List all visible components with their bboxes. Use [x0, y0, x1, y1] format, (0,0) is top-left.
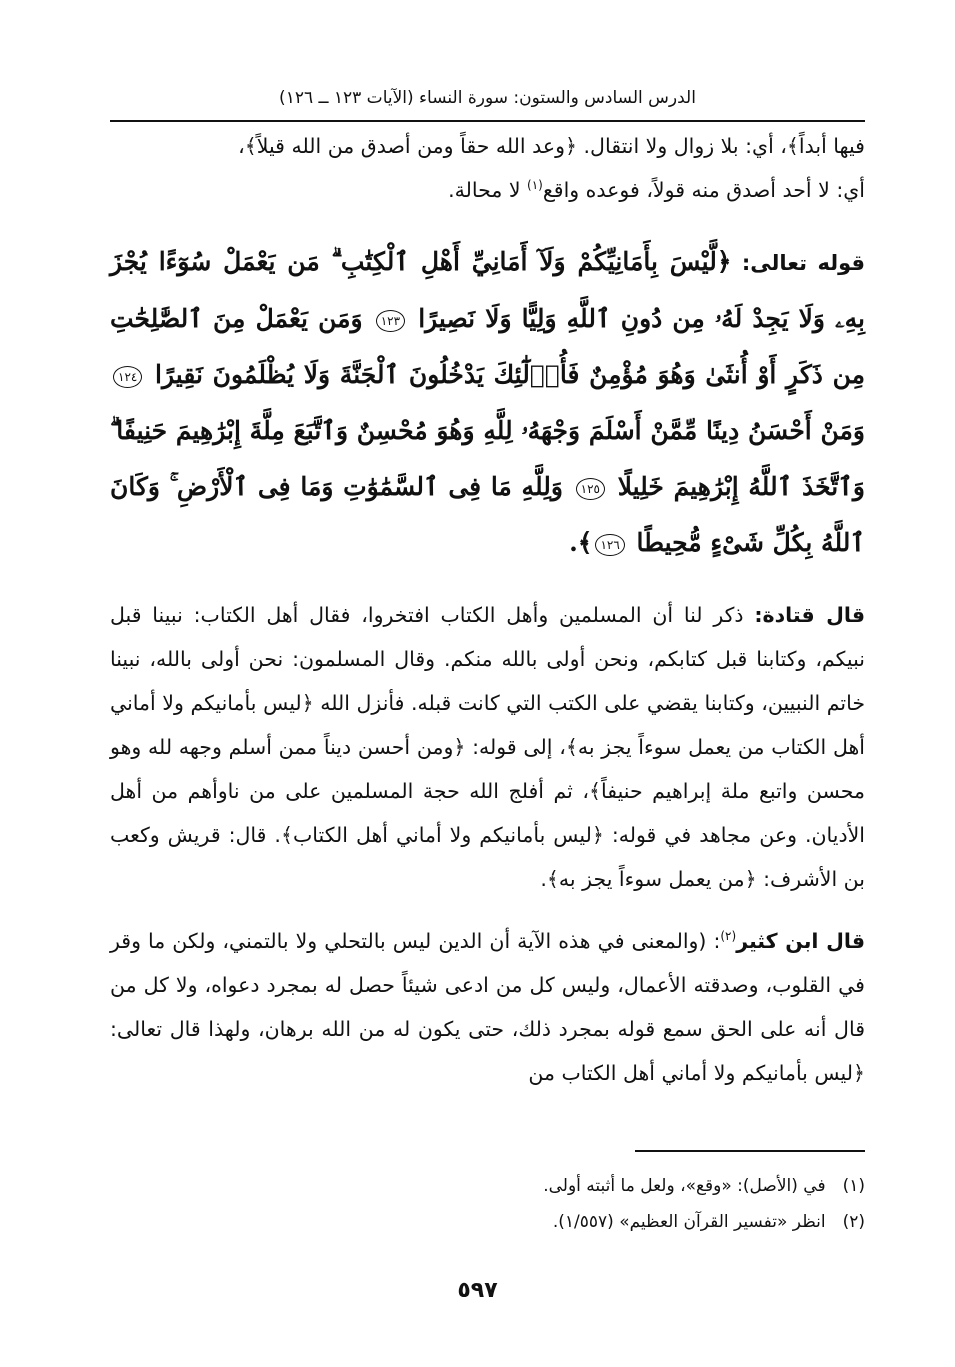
header-rule: [110, 120, 865, 122]
ayah-marker-125: ١٢٥: [576, 478, 605, 500]
footnote-number: (١): [842, 1176, 865, 1196]
qatada-text: ذكر لنا أن المسلمين وأهل الكتاب افتخروا، فقال أهل الكتاب: نبينا قبل نبيكم، وكتابنا قبل كتابكم، ونحن أولى بالله منكم. وقال المسلمون: نحن أولى بالله، نبينا خاتم النبيين، وكتابنا يقضي على الكتب التي كانت قبله. فأنزل الله ﴿ليس بأمانيكم ولا أماني أهل الكتاب من يعمل سوءاً يجز به﴾، إلى قوله: ﴿ومن أحسن ديناً ممن أسلم وجهه لله وهو محسن واتبع ملة إبراهيم حنيفاً﴾، ثم أفلج الله حجة المسلمين على من ناوأهم من أهل الأديان. وعن مجاهد في قوله: ﴿ليس بأمانيكم ولا أماني أهل الكتاب﴾. قال: قريش وكعب بن الأشرف: ﴿من يعمل سوءاً يجز به﴾.: [110, 603, 865, 891]
footnote-ref-1: (١): [527, 178, 543, 193]
ayah-marker-123: ١٢٣: [376, 310, 405, 332]
footnote-item: [110, 1168, 865, 1204]
page-number: ٥٩٧: [457, 1278, 498, 1303]
verse-end: ﴾.: [569, 528, 593, 557]
verse-125: وَمَنْ أَحْسَنُ دِينًا مِّمَّنْ أَسْلَمَ وَجْهَهُۥ لِلَّهِ وَهُوَ مُحْسِنٌ وَٱتَّبَعَ مِلَّةَ إِبْرَٰهِيمَ حَنِيفًا ۗ وَٱتَّخَذَ ٱللَّهُ إِبْرَٰهِيمَ خَلِيلًا: [110, 416, 865, 501]
ayah-marker-124: ١٢٤: [113, 366, 142, 388]
footnotes: [110, 1168, 865, 1240]
ibn-kathir-text: : (والمعنى في هذه الآية أن الدين ليس بالتحلي ولا بالتمني، ولكن ما وقر في القلوب، وصدقته الأعمال، وليس كل من ادعى شيئاً حصل له بمجرد دعواه، ولا كل من قال أنه على الحق سمع قوله بمجرد ذلك، حتى يكون له من الله برهان، ولهذا قال تعالى: ﴿ليس بأمانيكم ولا أماني أهل الكتاب من: [110, 929, 865, 1085]
ibn-kathir-paragraph: [110, 919, 865, 1095]
verse-124: وَمَن يَعْمَلْ مِنَ ٱلصَّٰلِحَٰتِ مِن ذَكَرٍ أَوْ أُنثَىٰ وَهُوَ مُؤْمِنٌ فَأُو۟لَٰٓئِكَ يَدْخُلُونَ ٱلْجَنَّةَ وَلَا يُظْلَمُونَ نَقِيرًا: [110, 304, 865, 389]
intro-line-2-end: لا محالة.: [448, 178, 528, 202]
footnote-text: في (الأصل): «وقع»، ولعل ما أثبته أولى.: [543, 1176, 826, 1196]
verse-lead: قوله تعالى:: [731, 251, 865, 275]
main-text: [110, 124, 865, 1095]
quran-verse-block: [110, 234, 865, 571]
qatada-paragraph: [110, 593, 865, 901]
intro-line-1: فيها أبداً﴾، أي: بلا زوال ولا انتقال. ﴿وعد الله حقاً ومن أصدق من الله قيلاً﴾،: [238, 134, 865, 158]
qatada-label: قال قتادة:: [754, 603, 865, 627]
verse-126: وَلِلَّهِ مَا فِى ٱلسَّمَٰوَٰتِ وَمَا فِى ٱلْأَرْضِ ۚ وَكَانَ ٱللَّهُ بِكُلِّ شَىْءٍ مُّحِيطًا: [110, 472, 865, 557]
footnote-number: (٢): [842, 1212, 865, 1232]
ibn-kathir-label: قال ابن كثير: [736, 929, 865, 953]
footnote-ref-2: (٢): [720, 929, 737, 944]
footnote-item: [110, 1204, 865, 1240]
intro-paragraph: [110, 124, 865, 212]
footnote-text: انظر «تفسير القرآن العظيم» (١/٥٥٧).: [552, 1212, 826, 1232]
footnote-rule: [635, 1150, 865, 1152]
intro-line-2: أي: لا أحد أصدق منه قولاً، فوعده واقع: [542, 178, 865, 202]
ayah-marker-126: ١٢٦: [595, 534, 624, 556]
running-header: الدرس السادس والستون: سورة النساء (الآيات ١٢٣ ــ ١٢٦): [279, 88, 696, 108]
verse-123: ﴿لَّيْسَ بِأَمَانِيِّكُمْ وَلَآ أَمَانِيِّ أَهْلِ ٱلْكِتَٰبِ ۗ مَن يَعْمَلْ سُوٓءًا يُجْزَ بِهِۦ وَلَا يَجِدْ لَهُۥ مِن دُونِ ٱللَّهِ وَلِيًّا وَلَا نَصِيرًا: [110, 247, 865, 333]
